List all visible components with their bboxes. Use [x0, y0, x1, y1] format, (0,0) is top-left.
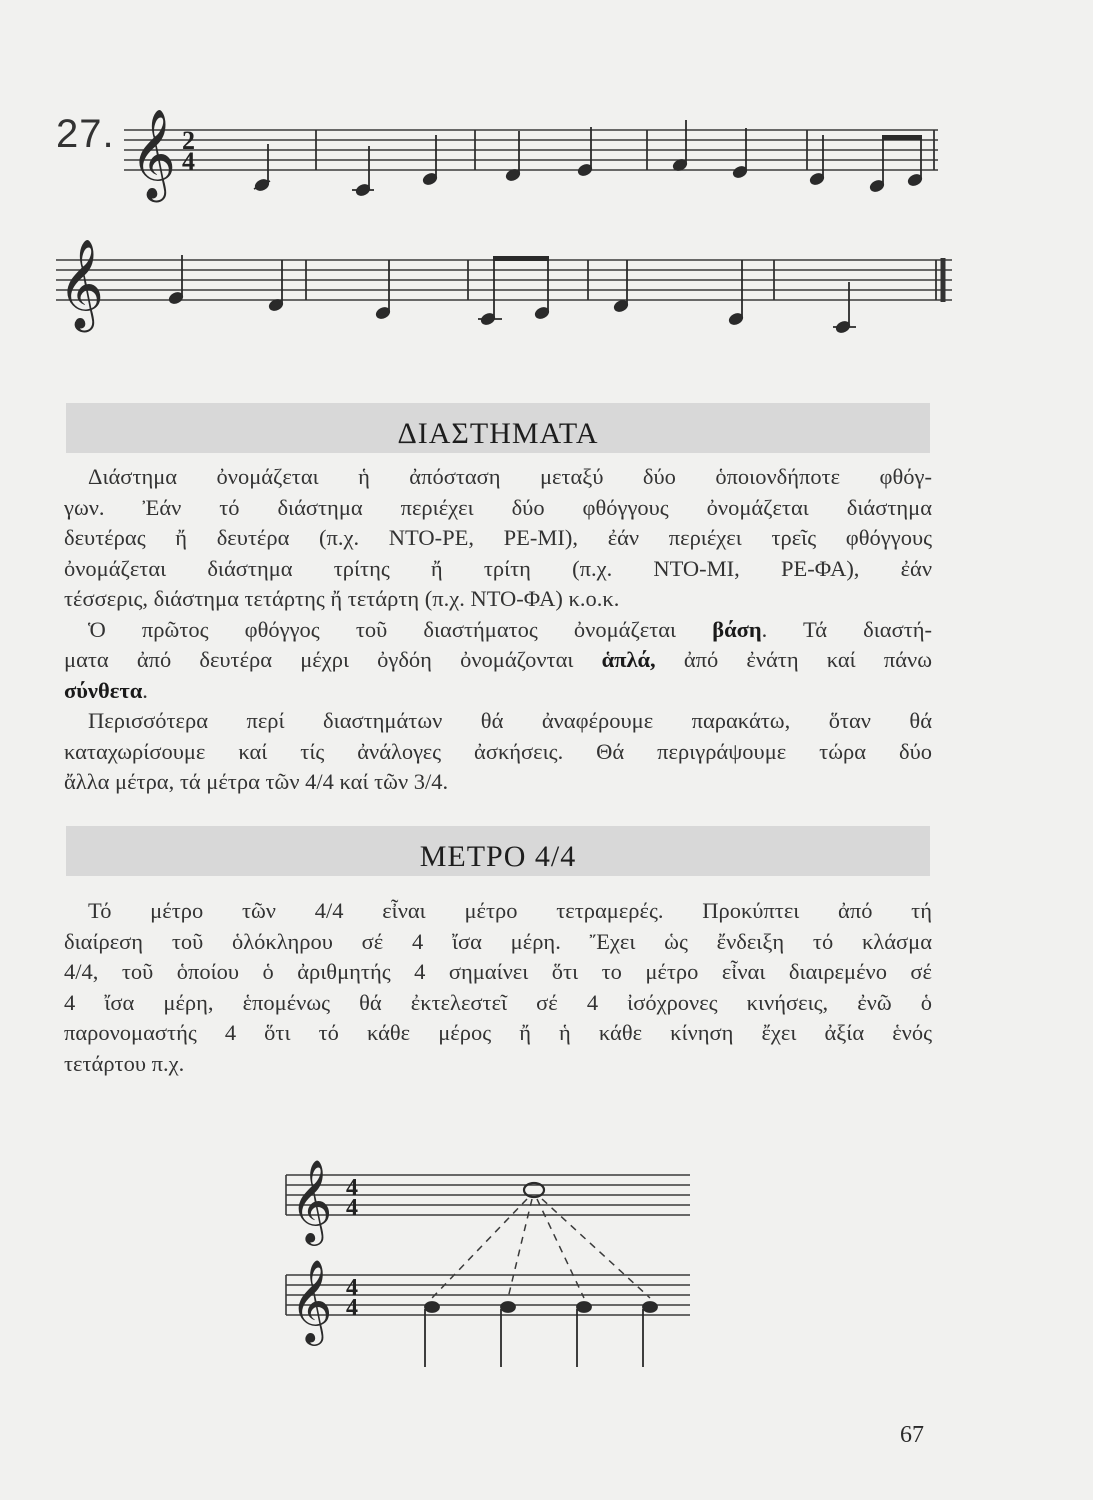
note-head — [501, 1302, 515, 1312]
text-line: 4/4, τοῦ ὁποίου ὁ ἀριθμητής 4 σημαίνει ὅτι το μέτρο εἶναι διαιρεμένο σέ — [64, 959, 932, 984]
text-line: Διάστημα ὀνομάζεται ἡ ἀπόσταση μεταξύ δύο ὁποιονδήποτε φθόγ- — [88, 464, 932, 489]
text-line: γων. Ἐάν τό διάστημα περιέχει δύο φθόγγους ὀνομάζεται διάστημα — [64, 494, 932, 520]
text-line: Ὁ πρῶτος φθόγγος τοῦ διαστήματος ὀνομάζεται βάση. Τά διαστή- — [88, 616, 932, 642]
text-line: ἄλλα μέτρα, τά μέτρα τῶν 4/4 καί τῶν 3/4. — [64, 769, 449, 794]
page-number: 67 — [900, 1422, 924, 1448]
note-head — [577, 1302, 591, 1312]
bold-term: βάση — [712, 616, 762, 642]
text-line: ὀνομάζεται διάστημα τρίτης ἤ τρίτη (π.χ. ΝΤΟ-ΜΙ, ΡΕ-ΦΑ), ἐάν — [64, 555, 932, 581]
text-line: τέσσερις, διάστημα τετάρτης ἤ τετάρτη (π.χ. ΝΤΟ-ΦΑ) κ.ο.κ. — [64, 586, 620, 611]
text-line: διαίρεση τοῦ ὁλόκληρου σέ 4 ἴσα μέρη. Ἔχει ὡς ἔνδειξη τό κλάσμα — [64, 928, 932, 954]
meter-paragraph — [64, 896, 932, 1079]
treble-clef-icon: 𝄞 — [290, 1258, 333, 1342]
text-line: 4 ἴσα μέρη, ἑπομένως θά ἐκτελεστεῖ σέ 4 ἰσόχρονες κινήσεις, ἐνῶ ὁ — [64, 989, 932, 1015]
text-line: ματα ἀπό δευτέρα μέχρι ὀγδόη ὀνομάζονται ἁπλά, ἀπό ἐνάτη καί πάνω — [64, 647, 932, 672]
exercise-number: 27. — [56, 112, 115, 156]
section-heading-bar — [66, 826, 930, 876]
text-line: Περισσότερα περί διαστημάτων θά ἀναφέρουμε παρακάτω, ὅταν θά — [88, 708, 932, 733]
text-line: δευτέρας ἤ δευτέρα (π.χ. ΝΤΟ-ΡΕ, ΡΕ-ΜΙ), ἐάν περιέχει τρεῖς φθόγγους — [64, 525, 932, 550]
section-title-meter: ΜΕΤΡΟ 4/4 — [419, 840, 577, 873]
text-line: παρονομαστής 4 ὅτι τό κάθε μέρος ἤ ἡ κάθε κίνηση ἔχει ἀξία ἑνός — [64, 1020, 932, 1045]
section-title-intervals: ΔΙΑΣΤΗΜΑΤΑ — [397, 417, 599, 450]
beam — [882, 135, 922, 140]
text-line: σύνθετα. — [64, 677, 148, 703]
time-signature-bottom: 4 — [346, 1295, 358, 1321]
beam — [493, 256, 549, 261]
time-signature-top: 2 — [182, 126, 195, 155]
music-staff-1 — [120, 80, 960, 210]
treble-clef-icon: 𝄞 — [58, 239, 105, 329]
treble-clef-icon: 𝄞 — [290, 1158, 333, 1242]
time-signature-bottom: 4 — [182, 147, 195, 176]
text-line: καταχωρίσουμε καί τίς ἀνάλογες ἀσκήσεις. Θά περιγράψουμε τώρα δύο — [64, 738, 932, 764]
time-signature-top: 4 — [346, 1275, 358, 1301]
music-staff-2 — [48, 200, 960, 350]
time-signature-bottom: 4 — [346, 1195, 358, 1221]
note-head — [643, 1302, 657, 1312]
time-signature-top: 4 — [346, 1175, 358, 1201]
intervals-paragraph-1 — [64, 462, 932, 798]
bold-term: σύνθετα — [64, 677, 143, 703]
note-head — [425, 1302, 439, 1312]
treble-clef-icon: 𝄞 — [130, 109, 177, 199]
meter-example-diagram — [280, 1135, 700, 1375]
bold-term: ἁπλά, — [601, 647, 656, 672]
text-line: Τό μέτρο τῶν 4/4 εἶναι μέτρο τετραμερές. Προκύπτει ἀπό τή — [88, 898, 932, 923]
text-line: τετάρτου π.χ. — [64, 1050, 185, 1076]
section-heading-bar — [66, 403, 930, 453]
